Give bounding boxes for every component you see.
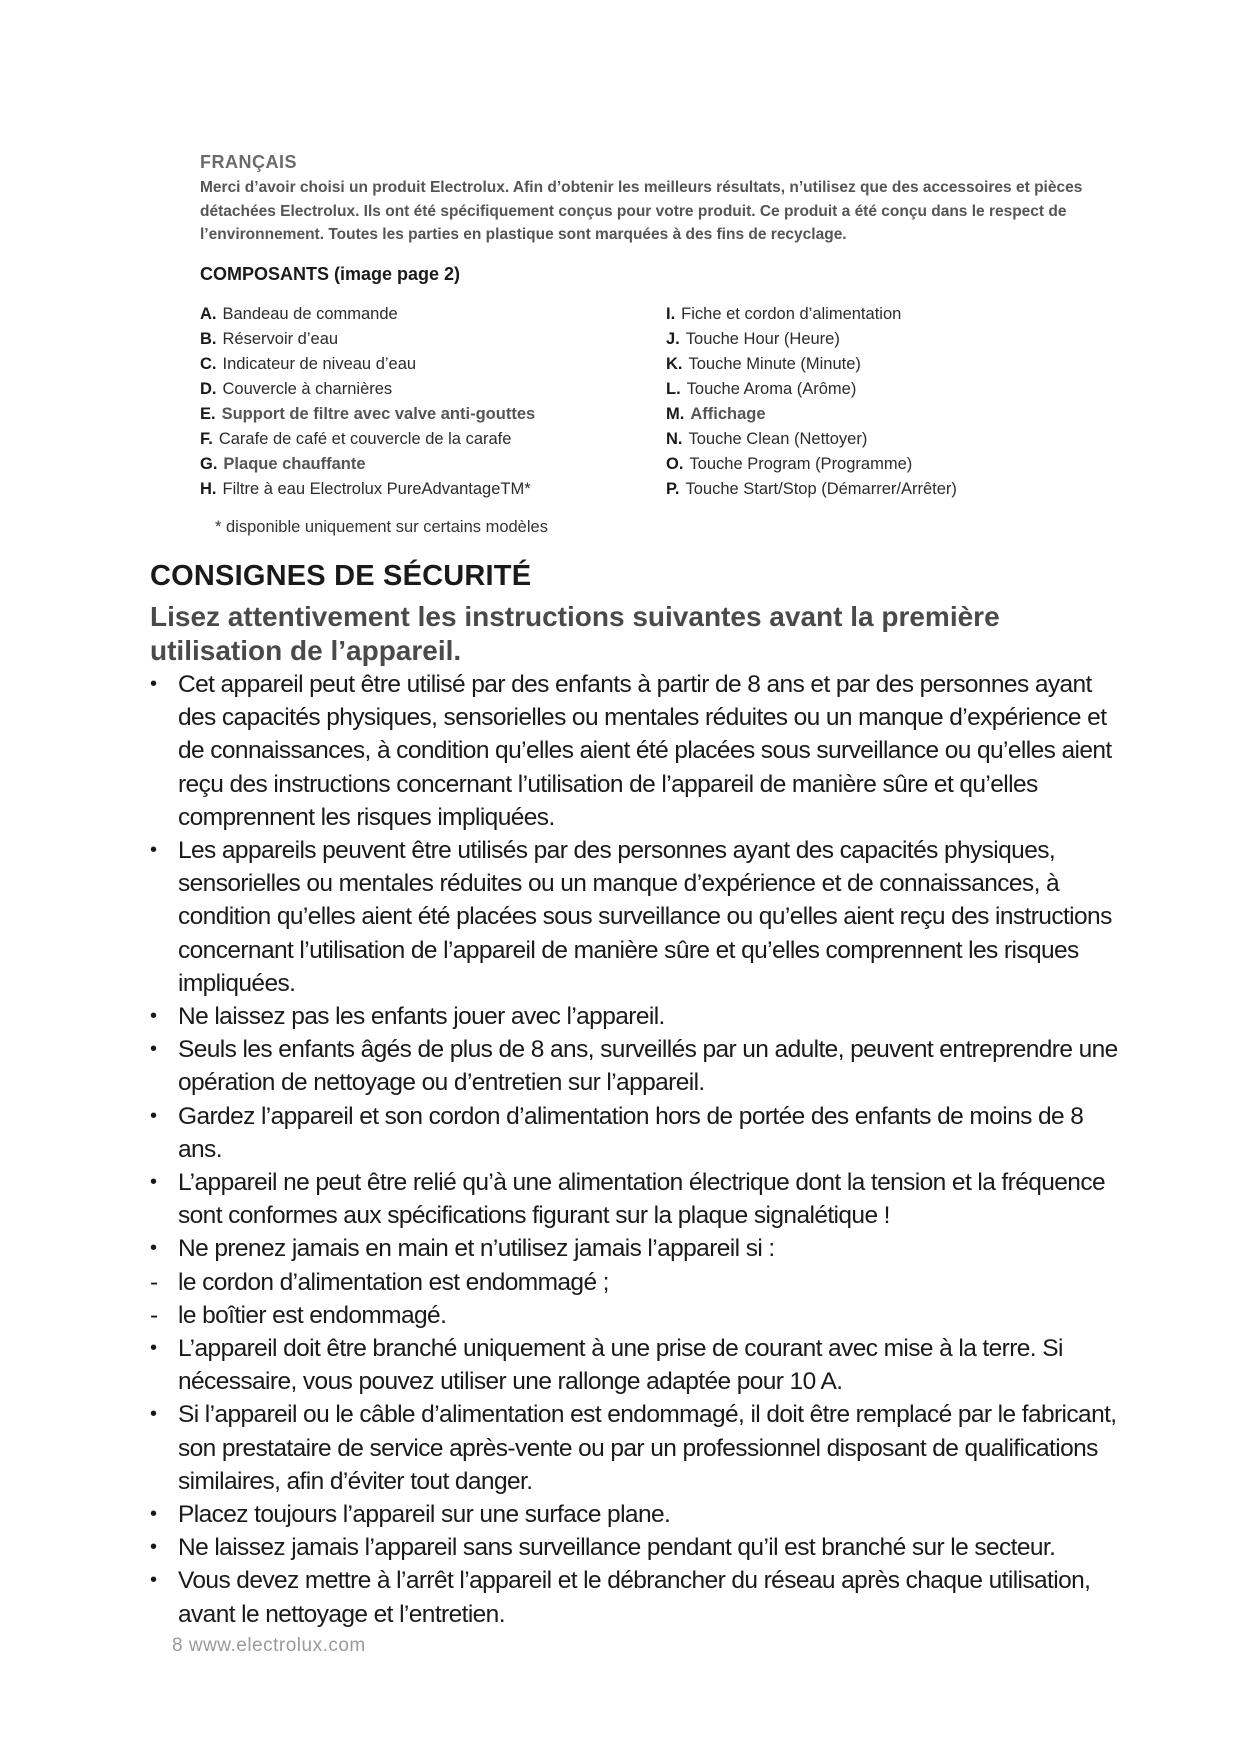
component-letter: K. (666, 355, 683, 373)
component-item (200, 302, 650, 327)
component-letter: M. (666, 405, 685, 423)
safety-rule (150, 1232, 1130, 1265)
rule-text: Seuls les enfants âgés de plus de 8 ans, surveillés par un adulte, peuvent entreprendre une opération de nettoyage ou d’entretien sur l’appareil. (178, 1036, 1118, 1097)
bullet-marker: • (150, 1503, 157, 1526)
component-label: Couvercle à charnières (222, 380, 393, 398)
bullet-marker: • (150, 1171, 157, 1194)
safety-rule (150, 668, 1130, 834)
component-letter: L. (666, 380, 681, 398)
components-heading: COMPOSANTS (image page 2) (200, 264, 461, 284)
safety-rule (150, 1100, 1130, 1166)
rule-text: L’appareil ne peut être relié qu’à une alimentation électrique dont la tension et la fréquence sont conformes aux spécifications figurant sur la plaque signalétique ! (178, 1169, 1105, 1230)
safety-rule (150, 834, 1130, 1000)
bullet-marker: • (150, 839, 157, 862)
component-letter: O. (666, 455, 684, 473)
component-label: Affichage (690, 405, 766, 423)
component-label: Plaque chauffante (223, 455, 366, 473)
rule-text: Gardez l’appareil et son cordon d’alimentation hors de portée des enfants de moins de 8 ans. (178, 1102, 1084, 1163)
rule-text: Ne laissez jamais l’appareil sans surveillance pendant qu’il est branché sur le secteur. (178, 1534, 1056, 1562)
component-label: Touche Minute (Minute) (688, 355, 861, 373)
components-list-left (200, 302, 650, 502)
component-item (200, 427, 650, 452)
dash-marker: - (150, 1268, 158, 1296)
bullet-marker: • (150, 1237, 157, 1260)
component-letter: A. (200, 305, 217, 323)
component-label: Touche Clean (Nettoyer) (688, 430, 868, 448)
bullet-marker: • (150, 1005, 157, 1028)
intro-paragraph: Merci d’avoir choisi un produit Electrolux. Afin d’obtenir les meilleurs résultats, n’utilisez que des accessoires et pièces détachées Electrolux. Ils ont été spécifiquement conçus pour votre produit. Ce produit a été conçu dans le respect de l’environnement. Toutes les parties en plastique sont marquées à des fins de recyclage. (200, 179, 1083, 243)
page-footer (172, 1635, 366, 1657)
component-item (666, 302, 1126, 327)
bullet-marker: • (150, 1403, 157, 1426)
component-item (200, 327, 650, 352)
dash-marker: - (150, 1301, 158, 1329)
component-item (200, 477, 650, 502)
safety-rule (150, 1000, 1130, 1033)
component-item (200, 402, 650, 427)
bullet-marker: • (150, 1569, 157, 1592)
component-letter: I. (666, 305, 676, 323)
component-item (666, 352, 1126, 377)
bullet-marker: • (150, 1337, 157, 1360)
component-item (200, 377, 650, 402)
safety-rules-list (150, 668, 1130, 1631)
component-label: Fiche et cordon d’alimentation (681, 305, 902, 323)
component-letter: E. (200, 405, 216, 423)
component-letter: D. (200, 380, 217, 398)
rule-text: Si l’appareil ou le câble d’alimentation est endommagé, il doit être remplacé par le fabricant, son prestataire de service après-vente ou par un professionnel disposant de qualifications similaires, afin d’éviter tout danger. (178, 1401, 1117, 1495)
component-label: Bandeau de commande (222, 305, 398, 323)
component-label: Support de filtre avec valve anti-gouttes (221, 405, 536, 423)
component-label: Carafe de café et couvercle de la carafe (218, 430, 512, 448)
component-letter: P. (666, 480, 680, 498)
components-footnote: * disponible uniquement sur certains modèles (215, 518, 548, 536)
component-label: Touche Aroma (Arôme) (686, 380, 857, 398)
safety-rule (150, 1299, 1130, 1332)
rule-text: le boîtier est endommagé. (178, 1301, 447, 1329)
safety-rule (150, 1398, 1130, 1498)
component-label: Réservoir d’eau (222, 330, 339, 348)
rule-text: L’appareil doit être branché uniquement à une prise de courant avec mise à la terre. Si nécessaire, vous pouvez utiliser une rallonge adaptée pour 10 A. (178, 1335, 1063, 1396)
rule-text: Placez toujours l’appareil sur une surface plane. (178, 1501, 671, 1529)
component-letter: F. (200, 430, 213, 448)
bullet-marker: • (150, 1536, 157, 1559)
rule-text: Cet appareil peut être utilisé par des enfants à partir de 8 ans et par des personnes ayant des capacités physiques, sensorielles ou mentales réduites ou un manque d’expérience et de connaissances, à condition qu’elles aient été placées sous surveillance ou qu’elles aient reçu des instructions concernant l’utilisation de l’appareil de manière sûre et qu’elles comprennent les risques impliquées. (178, 671, 1112, 831)
component-label: Filtre à eau Electrolux PureAdvantageTM* (222, 480, 531, 498)
page-number: 8 (172, 1635, 184, 1656)
component-label: Touche Hour (Heure) (685, 330, 840, 348)
component-item (200, 452, 650, 477)
component-letter: N. (666, 430, 683, 448)
component-item (666, 452, 1126, 477)
rule-text: Ne prenez jamais en main et n’utilisez jamais l’appareil si : (178, 1235, 775, 1263)
component-item (200, 352, 650, 377)
bullet-marker: • (150, 1104, 157, 1127)
language-heading: FRANÇAIS (200, 152, 297, 172)
safety-rule (150, 1266, 1130, 1299)
rule-text: Ne laissez pas les enfants jouer avec l’appareil. (178, 1003, 665, 1031)
safety-rule (150, 1531, 1130, 1564)
safety-rule (150, 1166, 1130, 1232)
bullet-marker: • (150, 673, 157, 695)
component-item (666, 377, 1126, 402)
component-item (666, 327, 1126, 352)
component-letter: G. (200, 455, 218, 473)
safety-heading: CONSIGNES DE SÉCURITÉ (150, 560, 532, 592)
safety-subheading: Lisez attentivement les instructions suivantes avant la première utilisation de l’appareil. (150, 601, 1000, 666)
component-letter: H. (200, 480, 217, 498)
safety-rule (150, 1033, 1130, 1099)
rule-text: Vous devez mettre à l’arrêt l’appareil et le débrancher du réseau après chaque utilisation, avant le nettoyage et l’entretien. (178, 1567, 1091, 1628)
component-label: Touche Program (Programme) (689, 455, 913, 473)
rule-text: le cordon d’alimentation est endommagé ; (178, 1268, 609, 1296)
component-letter: C. (200, 355, 217, 373)
component-label: Indicateur de niveau d’eau (222, 355, 417, 373)
rule-text: Les appareils peuvent être utilisés par des personnes ayant des capacités physiques, sensorielles ou mentales réduites ou un manque d’expérience et de connaissances, à condition qu’elles aient été placées sous surveillance ou qu’elles aient reçu des instructions concernant l’utilisation de l’appareil de manière sûre et qu’elles comprennent les risques impliquées. (178, 837, 1112, 997)
safety-rule (150, 1564, 1130, 1630)
component-letter: J. (666, 330, 680, 348)
bullet-marker: • (150, 1038, 157, 1061)
component-item (666, 477, 1126, 502)
component-label: Touche Start/Stop (Démarrer/Arrêter) (685, 480, 957, 498)
safety-rule (150, 1332, 1130, 1398)
safety-rule (150, 1498, 1130, 1531)
component-item (666, 427, 1126, 452)
component-item (666, 402, 1126, 427)
components-list-right (666, 302, 1126, 502)
component-letter: B. (200, 330, 217, 348)
website-link[interactable]: www.electrolux.com (188, 1635, 366, 1656)
